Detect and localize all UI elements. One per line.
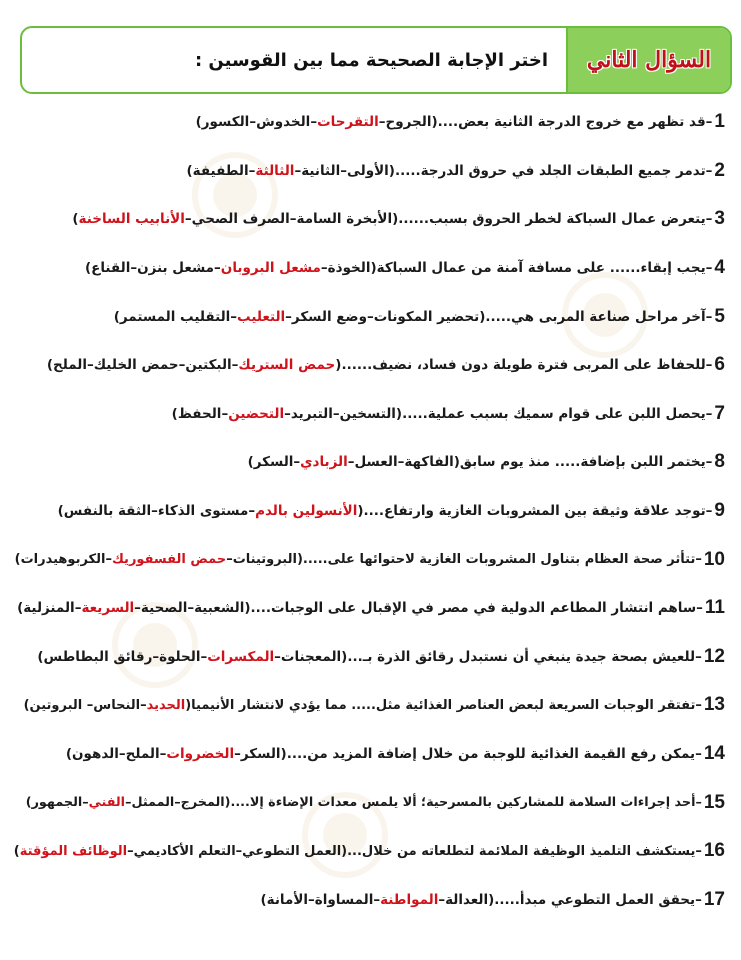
closing-paren: ) [65, 746, 73, 763]
question-item [13, 876, 725, 925]
answer-options [193, 163, 389, 179]
option-separator: – [284, 405, 291, 422]
option-separator: – [125, 795, 132, 811]
answer-option: التسخين [339, 405, 396, 422]
correct-answer-option: الوظائف المؤقتة [19, 843, 128, 859]
correct-answer-option: الحديد [146, 697, 186, 713]
option-separator: – [159, 746, 167, 763]
correct-answer-option: السريعة [81, 600, 135, 617]
option-separator: – [249, 114, 257, 131]
question-text: ساهم انتشار المطاعم الدولية في مصر في الإقبال على الوجبات....( [244, 600, 697, 617]
question-dash: – [705, 260, 713, 277]
question-text: يحصل اللبن على قوام سميك بسبب عملية.....( [395, 405, 706, 422]
answer-options [23, 600, 244, 616]
answer-option: الدهون [72, 746, 119, 763]
question-text: يجب إبقاء...... على مسافة آمنة من عمال السباكة( [370, 260, 706, 277]
answer-options [120, 309, 479, 325]
option-separator: – [397, 454, 405, 471]
question-number: 15 [703, 791, 725, 813]
question-text: يحقق العمل التطوعي مبدأ.....( [488, 891, 696, 908]
answer-option: الطفيفة [192, 162, 249, 179]
option-separator: – [340, 162, 347, 179]
option-separator: – [366, 308, 374, 325]
answer-options [91, 260, 370, 276]
option-separator: – [289, 211, 297, 228]
question-dash: – [705, 503, 713, 520]
correct-answer-option: الأنسولين بالدم [255, 503, 358, 520]
question-number: 7 [714, 402, 725, 424]
closing-paren: ) [14, 552, 21, 568]
question-item [13, 633, 725, 682]
option-separator: – [235, 843, 243, 859]
question-header [20, 26, 732, 94]
answer-option: الخدوش [256, 114, 311, 131]
question-number: 2 [714, 159, 725, 181]
option-separator: – [82, 795, 89, 811]
answer-option: مستوى الذكاء [157, 503, 249, 520]
closing-paren: ) [113, 308, 120, 325]
option-separator: – [130, 260, 138, 277]
option-separator: – [248, 162, 256, 179]
option-separator: – [86, 697, 94, 713]
question-number: 14 [703, 743, 725, 765]
answer-option: الصحية [140, 600, 188, 617]
option-separator: – [226, 552, 233, 568]
answer-option: العدالة [445, 891, 489, 908]
question-number: 10 [703, 548, 725, 570]
answer-option: تحضير المكونات [373, 308, 480, 325]
option-separator: – [248, 503, 256, 520]
question-dash: – [695, 552, 702, 568]
answer-option: الملح [125, 746, 160, 763]
correct-answer-option: حمض الفسفوريك [111, 552, 227, 568]
question-dash: – [695, 746, 702, 763]
answer-option: المساواة [314, 891, 374, 908]
answer-option: المنزلية [23, 600, 75, 617]
option-separator: – [285, 308, 292, 325]
closing-paren: ) [186, 162, 193, 179]
question-dash: – [705, 405, 713, 422]
option-separator: – [310, 114, 318, 131]
question-number: 12 [703, 645, 725, 667]
question-number: 11 [704, 597, 725, 619]
question-item [13, 778, 725, 827]
answer-option: العسل [354, 454, 398, 471]
option-separator: – [134, 600, 141, 617]
question-dash: – [695, 795, 702, 811]
answer-option: الجروح [385, 114, 432, 131]
question-number-tab [566, 28, 730, 92]
answer-option: الصرف الصحي [191, 211, 290, 228]
answer-options [64, 503, 358, 519]
answer-options [267, 892, 488, 908]
question-text: تفتقر الوجبات السريعة لبعض العناصر الغذائية مثل..... مما يؤدي لانتشار الأنيميا( [185, 697, 696, 713]
answer-option: الثقة بالنفس [63, 503, 152, 520]
option-separator: – [118, 746, 126, 763]
option-separator: – [438, 891, 446, 908]
option-separator: – [234, 746, 241, 763]
question-item [13, 730, 725, 779]
question-item [13, 292, 725, 341]
question-item [13, 341, 725, 390]
question-item [13, 98, 725, 147]
correct-answer-option: الأنابيب الساخنة [78, 211, 185, 228]
option-separator: – [151, 503, 158, 520]
question-number: 4 [714, 257, 725, 279]
answer-option: البروتينات [232, 552, 297, 568]
closing-paren: ) [260, 891, 267, 908]
answer-options [178, 406, 396, 422]
correct-answer-option: الخضروات [166, 746, 235, 763]
question-text: توجد علاقة وثيقة بين المشروبات الغازية وارتفاع....( [357, 503, 706, 520]
question-dash: – [695, 843, 702, 859]
answer-option: البروتين [29, 697, 87, 713]
option-separator: – [152, 648, 160, 665]
question-text: يستكشف التلميذ الوظيفة الملائمة لتطلعاته من خلال...( [341, 843, 696, 859]
answer-option: السكر [253, 454, 294, 471]
option-separator: – [231, 357, 239, 374]
answer-option: الكربوهيدرات [20, 552, 106, 568]
correct-answer-option: التحضين [228, 405, 285, 422]
question-item [13, 390, 725, 439]
option-separator: – [294, 162, 302, 179]
question-dash: – [705, 308, 713, 325]
option-separator: – [221, 405, 229, 422]
answer-options [44, 649, 342, 665]
question-item [13, 438, 725, 487]
question-item [13, 535, 725, 584]
answer-options [21, 552, 297, 567]
correct-answer-option: مشعل البروبان [220, 260, 321, 277]
answer-option: الخوذة [327, 260, 371, 277]
answer-options [202, 114, 432, 130]
correct-answer-option: المواطنة [380, 891, 439, 908]
question-number: 5 [714, 305, 725, 327]
question-item [13, 827, 725, 876]
question-number: 13 [703, 694, 725, 716]
closing-paren: ) [46, 357, 53, 374]
question-dash: – [705, 114, 713, 131]
question-dash: – [705, 211, 713, 228]
answer-option: الحفظ [177, 405, 222, 422]
option-separator: – [187, 600, 195, 617]
answer-option: التعلم الأكاديمي [133, 843, 236, 859]
correct-answer-option: حمض الستريك [238, 357, 336, 374]
answer-option: التبريد [290, 405, 333, 422]
option-separator: – [105, 552, 112, 568]
question-item [13, 195, 725, 244]
answer-option: الممثل [131, 795, 175, 811]
closing-paren: ) [72, 211, 79, 228]
closing-paren: ) [84, 260, 92, 277]
option-separator: – [127, 843, 134, 859]
question-dash: – [705, 454, 713, 471]
answer-option: المخرج [180, 795, 225, 811]
answer-option: النحاس [93, 697, 141, 713]
correct-answer-option: المكسرات [207, 648, 275, 665]
answer-option: المعجنات [280, 648, 342, 665]
option-separator: – [184, 211, 192, 228]
question-dash: – [705, 162, 713, 179]
option-separator: – [373, 891, 381, 908]
answer-option: رقائق البطاطس [43, 648, 153, 665]
question-number: 9 [714, 500, 725, 522]
correct-answer-option: الثالثة [255, 162, 295, 179]
answer-option: السكر [240, 746, 281, 763]
question-dash: – [695, 697, 702, 713]
option-separator: – [140, 697, 147, 713]
option-separator: – [178, 357, 186, 374]
question-number: 6 [714, 354, 725, 376]
question-text: للعيش بصحة جيدة ينبغي أن نستبدل رقائق الذرة بـ...( [341, 648, 696, 665]
answer-option: القناع [91, 260, 131, 277]
option-separator: – [214, 260, 221, 277]
answer-options [79, 211, 393, 227]
answer-option: العمل التطوعي [242, 843, 342, 859]
correct-answer-option: التعليب [237, 308, 286, 325]
answer-option: الفاكهة [404, 454, 454, 471]
answer-options [53, 357, 335, 373]
question-text: تدمر جميع الطبقات الجلد في حروق الدرجة.....( [388, 162, 706, 179]
answer-options [254, 454, 454, 470]
answer-option: حمض الخليك [93, 357, 179, 374]
correct-answer-option: الزبادي [300, 454, 348, 471]
closing-paren: ) [13, 843, 20, 859]
question-item [13, 584, 725, 633]
answer-options [20, 844, 341, 859]
closing-paren: ) [37, 648, 44, 665]
answer-option: الملح [52, 357, 87, 374]
question-number-label: السؤال الثاني [586, 47, 712, 73]
answer-option: مشعل بنزن [137, 260, 215, 277]
question-text: قد تظهر مع خروج الدرجة الثانية بعض....( [431, 114, 706, 131]
answer-option: الأمانة [266, 891, 309, 908]
question-number: 1 [714, 111, 725, 133]
question-text: يمكن رفع القيمة الغذائية للوجبة من خلال إضافة المزيد من....( [280, 746, 696, 763]
answer-option: الشعبية [194, 600, 245, 617]
question-list [13, 98, 725, 924]
closing-paren: ) [57, 503, 64, 520]
option-separator: – [274, 648, 281, 665]
option-separator: – [378, 114, 386, 131]
option-separator: – [86, 357, 94, 374]
question-dash: – [695, 648, 702, 665]
closing-paren: ) [17, 600, 24, 617]
option-separator: – [332, 405, 340, 422]
question-number: 3 [714, 208, 725, 230]
question-dash: – [705, 357, 713, 374]
closing-paren: ) [195, 114, 202, 131]
question-item [13, 487, 725, 536]
question-text: آخر مراحل صناعة المربى هي.....( [479, 308, 706, 325]
instruction-title: اختر الإجابة الصحيحة مما بين القوسين : [194, 49, 548, 71]
option-separator: – [74, 600, 82, 617]
question-item [13, 681, 725, 730]
answer-option: الكسور [201, 114, 250, 131]
correct-answer-option: الفني [88, 795, 126, 811]
answer-option: وضع السكر [291, 308, 367, 325]
question-text: أحد إجراءات السلامة للمشاركين بالمسرحية؛ ألا يلمس معدات الإضاءة إلا....( [224, 795, 696, 811]
option-separator: – [308, 891, 315, 908]
question-dash: – [695, 891, 702, 908]
closing-paren: ) [23, 697, 30, 713]
closing-paren: ) [25, 795, 32, 811]
answer-option: الجمهور [31, 795, 83, 811]
answer-option: الثانية [301, 162, 341, 179]
question-item [13, 244, 725, 293]
option-separator: – [320, 260, 328, 277]
option-separator: – [200, 648, 208, 665]
question-text: تتأثر صحة العظام بتناول المشروبات الغازية لاحتوائها على.....( [296, 552, 696, 568]
question-dash: – [696, 600, 703, 617]
option-separator: – [293, 454, 301, 471]
question-item [13, 147, 725, 196]
question-number: 8 [714, 451, 725, 473]
option-separator: – [230, 308, 238, 325]
answer-options [72, 746, 281, 762]
question-text: يتعرض عمال السباكة لخطر الحروق بسبب......( [392, 211, 706, 228]
question-text: يختمر اللبن بإضافة..... منذ يوم سابق( [453, 454, 706, 471]
answer-options [30, 698, 186, 713]
correct-answer-option: التقرحات [317, 114, 379, 131]
option-separator: – [174, 795, 181, 811]
answer-option: الحلوة [159, 648, 201, 665]
question-number: 16 [703, 840, 725, 862]
answer-option: التقليب المستمر [119, 308, 231, 325]
answer-option: الأولى [346, 162, 389, 179]
answer-option: البكتين [185, 357, 232, 374]
answer-option: الأبخرة السامة [296, 211, 393, 228]
option-separator: – [347, 454, 355, 471]
question-number: 17 [703, 888, 725, 910]
closing-paren: ) [171, 405, 178, 422]
answer-options [32, 795, 225, 810]
question-text: للحفاظ على المربى فترة طويلة دون فساد، نضيف......( [335, 357, 706, 374]
closing-paren: ) [247, 454, 254, 471]
